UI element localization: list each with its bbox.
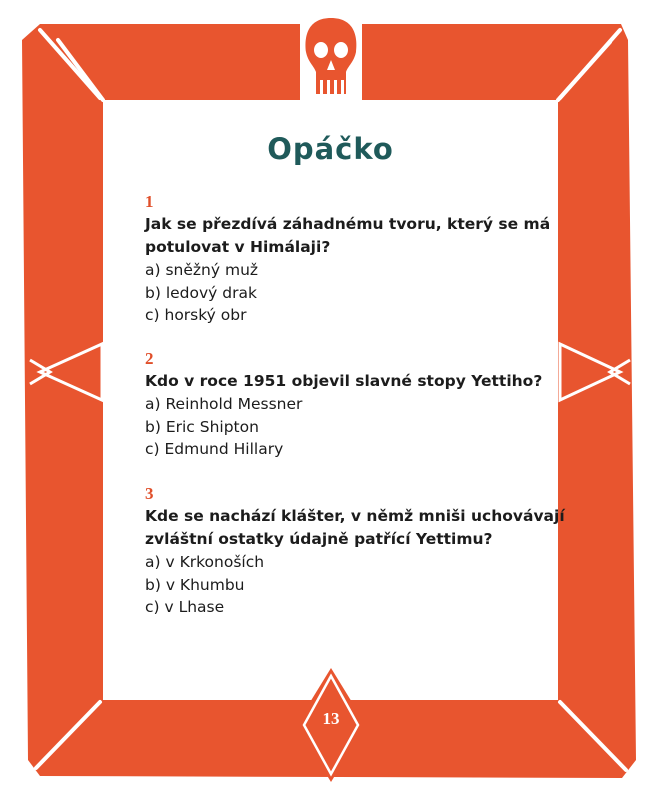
answer-option: a) sněžný muž [145,261,259,279]
question-text: Kdo v roce 1951 objevil slavné stopy Yettiho? [145,372,543,390]
answer-option: b) v Khumbu [145,575,245,594]
question-3 [145,483,565,619]
page-number: 13 [322,709,340,728]
page-title: Opáčko [267,132,394,166]
question-1 [145,191,565,327]
question-number: 3 [145,484,154,503]
skull-icon [300,10,362,105]
question-number: 1 [145,192,154,211]
answer-option: b) Eric Shipton [145,417,259,436]
answer-option: c) horský obr [145,306,247,324]
answer-option: c) Edmund Hillary [145,440,284,458]
question-text: Jak se přezdívá záhadnému tvoru, který se má potulovat v Himálaji? [145,215,551,256]
question-text: Kde se nachází klášter, v němž mniši uchovávají zvláštní ostatky údajně patřící Yettimu? [145,507,565,548]
question-number: 2 [145,349,154,368]
answer-option: a) v Krkonoších [145,553,265,571]
answer-option: b) ledový drak [145,283,257,302]
answer-option: c) v Lhase [145,598,225,616]
question-2 [145,348,565,461]
answer-option: a) Reinhold Messner [145,395,303,413]
